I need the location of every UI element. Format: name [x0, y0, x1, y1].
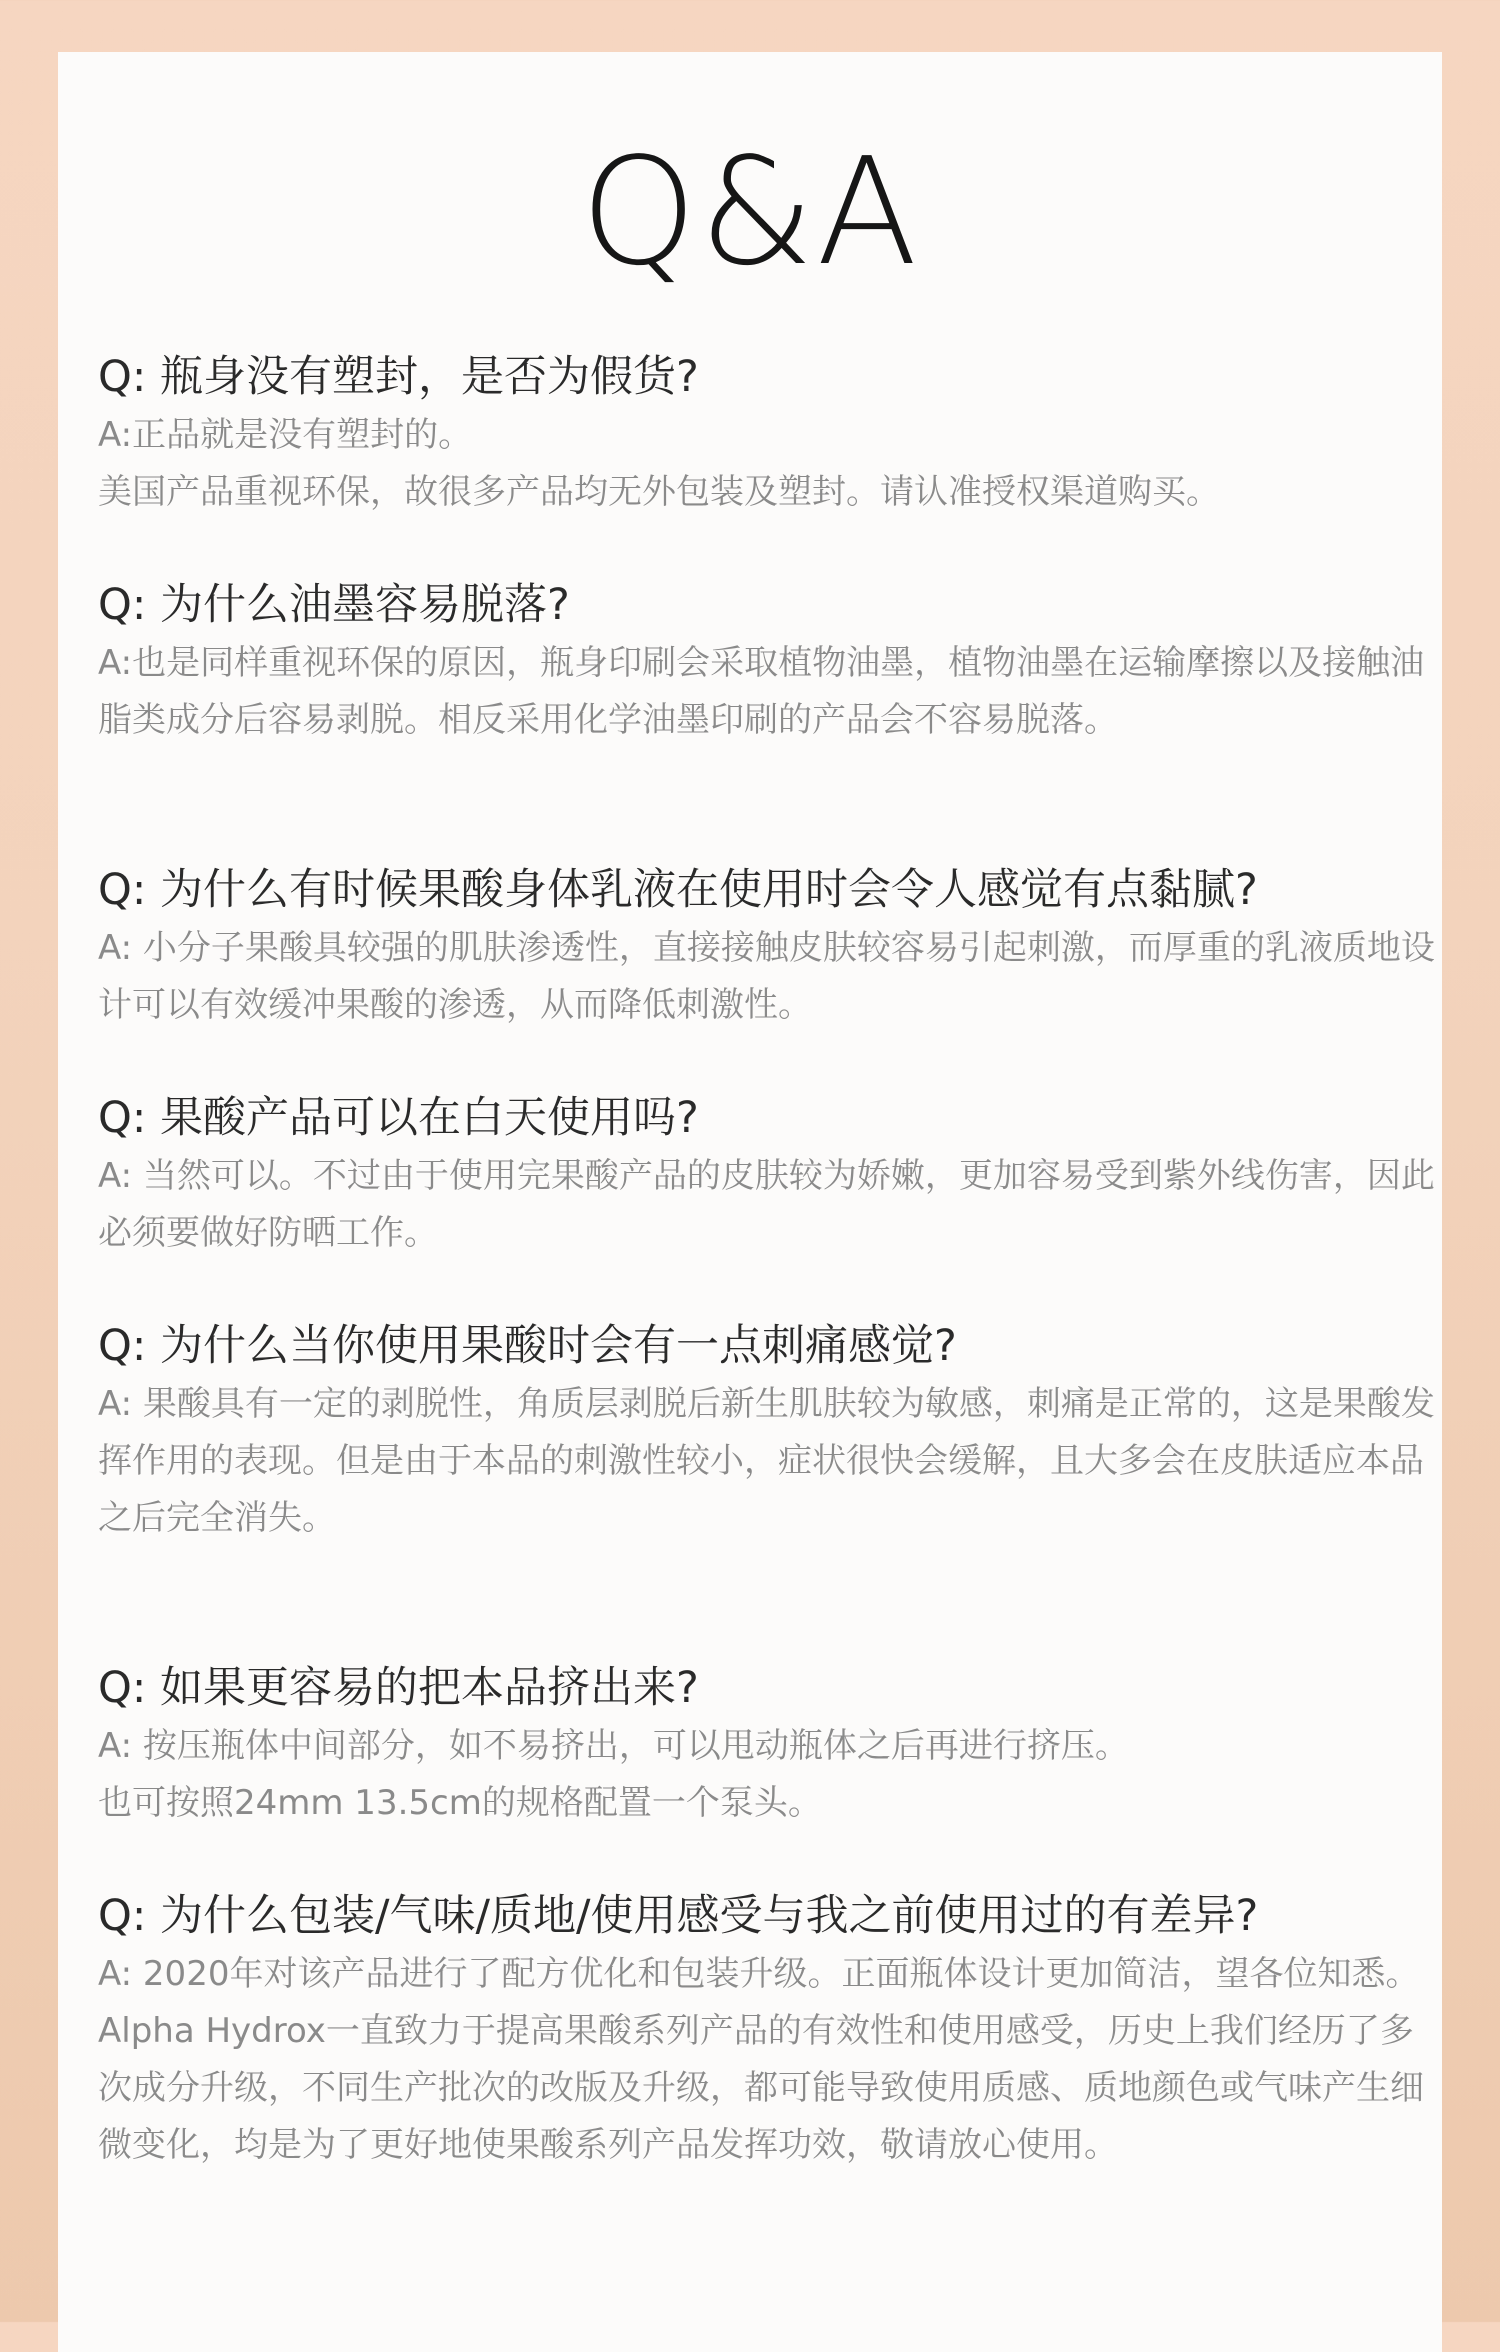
question-text: Q: 如果更容易的把本品挤出来? — [98, 1663, 699, 1713]
answer-text — [98, 1148, 1438, 1262]
answer-paragraph: A: 按压瓶体中间部分，如不易挤出，可以甩动瓶体之后再进行挤压。 — [98, 1726, 1129, 1766]
answer-text — [98, 1946, 1438, 2174]
question-text: Q: 果酸产品可以在白天使用吗? — [98, 1093, 699, 1143]
answer-paragraph: A:也是同样重视环保的原因，瓶身印刷会采取植物油墨，植物油墨在运输摩擦以及接触油脂类成分后容易剥脱。相反采用化学油墨印刷的产品会不容易脱落。 — [98, 643, 1425, 740]
answer-paragraph: 美国产品重视环保，故很多产品均无外包装及塑封。请认准授权渠道购买。 — [98, 472, 1220, 512]
question-text: Q: 为什么有时候果酸身体乳液在使用时会令人感觉有点黏腻? — [98, 865, 1258, 915]
qa-card — [58, 52, 1442, 2352]
answer-paragraph: 也可按照24mm 13.5cm的规格配置一个泵头。 — [98, 1783, 822, 1823]
qa-item-1 — [98, 347, 1438, 521]
answer-text — [98, 920, 1438, 1034]
qa-item-6 — [98, 1658, 1438, 1832]
answer-text — [98, 635, 1438, 749]
qa-item-2 — [98, 575, 1438, 749]
qa-item-4 — [98, 1088, 1438, 1262]
question-text: Q: 为什么包装/气味/质地/使用感受与我之前使用过的有差异? — [98, 1891, 1259, 1941]
answer-paragraph: A: 果酸具有一定的剥脱性，角质层剥脱后新生肌肤较为敏感，刺痛是正常的，这是果酸发挥作用的表现。但是由于本品的刺激性较小，症状很快会缓解，且大多会在皮肤适应本品之后完全消失。 — [98, 1384, 1435, 1538]
page-title: Q&A — [580, 126, 920, 298]
question-text: Q: 为什么当你使用果酸时会有一点刺痛感觉? — [98, 1321, 957, 1371]
answer-paragraph: A:正品就是没有塑封的。 — [98, 415, 473, 455]
question-text: Q: 瓶身没有塑封，是否为假货? — [98, 352, 699, 402]
answer-paragraph: Alpha Hydrox一直致力于提高果酸系列产品的有效性和使用感受，历史上我们经历了多次成分升级，不同生产批次的改版及升级，都可能导致使用质感、质地颜色或气味产生细微变化，均是为了更好地使果酸系列产品发挥功效，敬请放心使用。 — [98, 2011, 1424, 2165]
answer-text — [98, 1718, 1438, 1832]
answer-paragraph: A: 2020年对该产品进行了配方优化和包装升级。正面瓶体设计更加简洁，望各位知悉。 — [98, 1954, 1420, 1994]
answer-paragraph: A: 小分子果酸具较强的肌肤渗透性，直接接触皮肤较容易引起刺激，而厚重的乳液质地设计可以有效缓冲果酸的渗透，从而降低刺激性。 — [98, 928, 1435, 1025]
qa-item-7 — [98, 1886, 1438, 2174]
qa-item-3 — [98, 860, 1438, 1034]
answer-paragraph: A: 当然可以。不过由于使用完果酸产品的皮肤较为娇嫩，更加容易受到紫外线伤害，因此必须要做好防晒工作。 — [98, 1156, 1435, 1253]
answer-text — [98, 407, 1438, 521]
question-text: Q: 为什么油墨容易脱落? — [98, 580, 570, 630]
qa-item-5 — [98, 1316, 1438, 1547]
answer-text — [98, 1376, 1438, 1547]
